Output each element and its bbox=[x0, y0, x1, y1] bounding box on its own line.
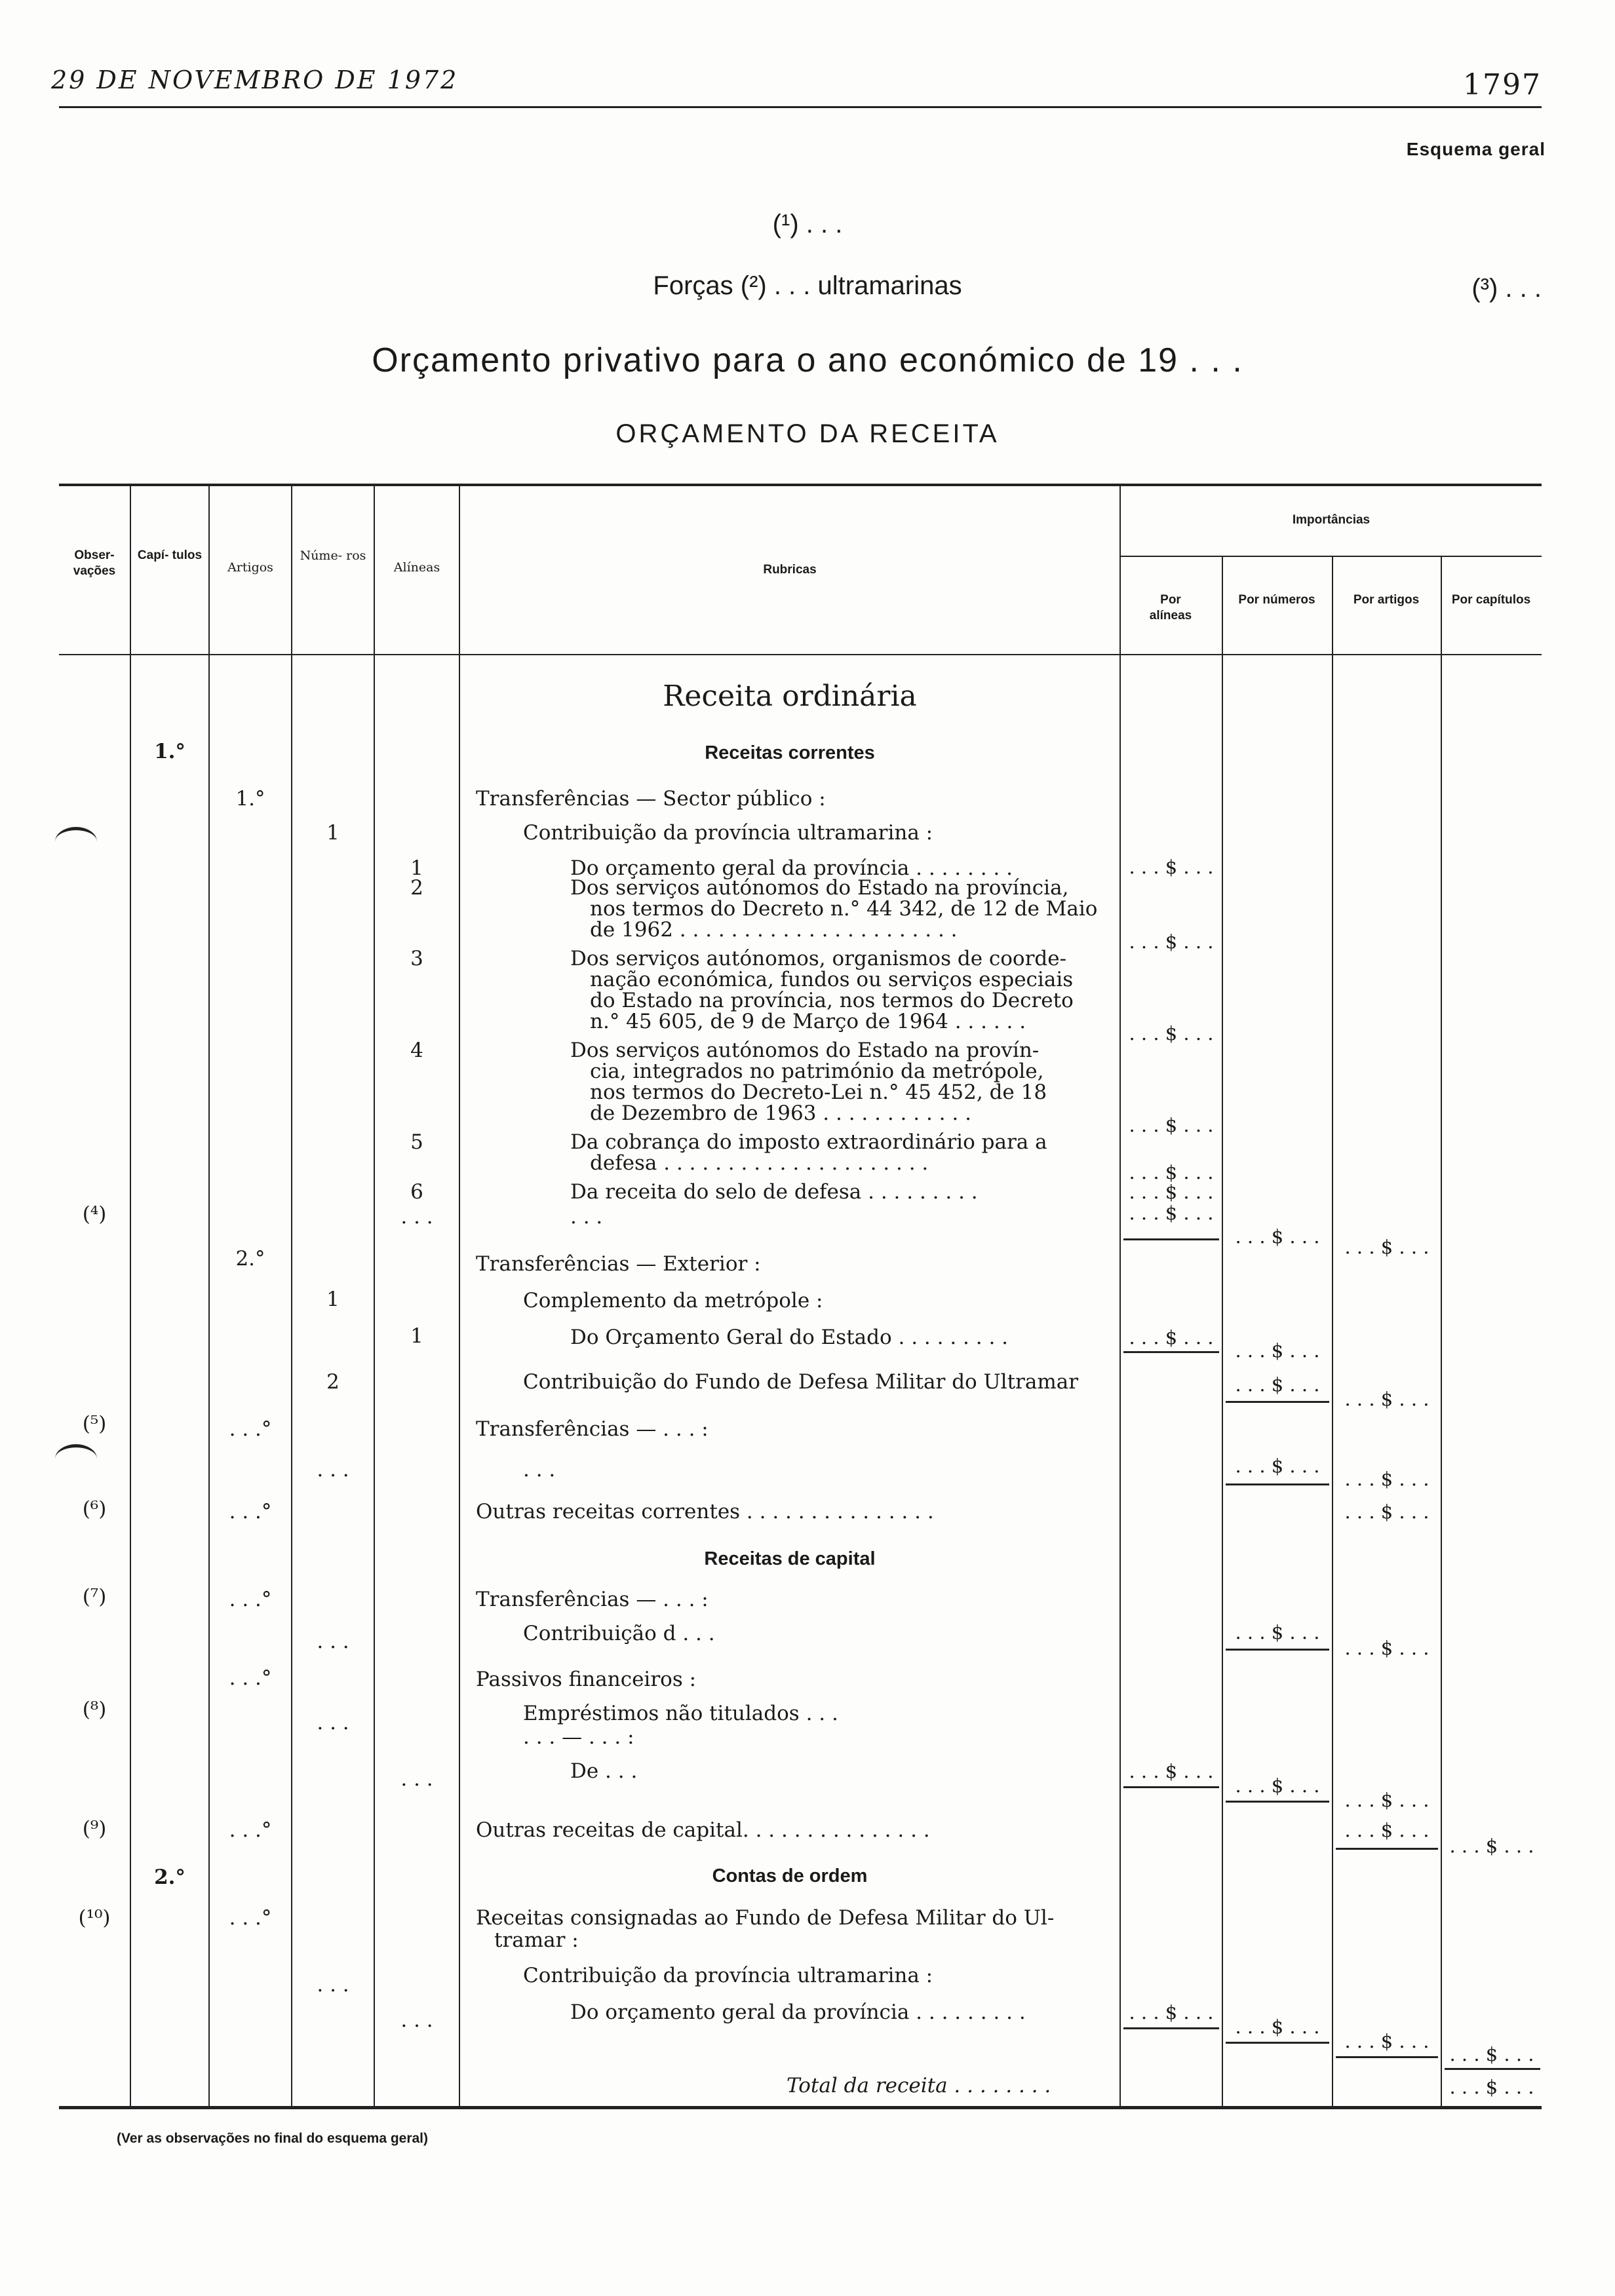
numero-dots-4: . . . bbox=[317, 1973, 349, 1997]
rubrica-servicos-org-l4: n.° 45 605, de 9 de Março de 1964 . . . . . . bbox=[590, 1010, 1026, 1033]
amount-placeholder: . . . $ . . . bbox=[1129, 1181, 1214, 1203]
amount-placeholder: . . . $ . . . bbox=[1129, 1760, 1214, 1782]
rubrica-total-receita: Total da receita . . . . . . . . bbox=[787, 2074, 1051, 2097]
forces-title: Forças (²) . . . ultramarinas bbox=[653, 271, 962, 300]
brace-mark-icon bbox=[55, 1444, 97, 1474]
amount-placeholder: . . . $ . . . bbox=[1344, 2030, 1430, 2052]
amount-placeholder: . . . $ . . . bbox=[1449, 2076, 1534, 2098]
rubrica-dots-2: . . . bbox=[523, 1458, 556, 1482]
amount-placeholder: . . . $ . . . bbox=[1129, 2001, 1214, 2023]
rubrica-integrados-l3: nos termos do Decreto-Lei n.° 45 452, de 18 bbox=[590, 1081, 1047, 1104]
numero-dots-1: . . . bbox=[317, 1458, 349, 1482]
schema-label: Esquema geral bbox=[1406, 139, 1546, 159]
subtotal-rule bbox=[1226, 1649, 1329, 1651]
observacao-10: (¹⁰) bbox=[78, 1906, 111, 1930]
rubrica-do-orcamento-estado: Do Orçamento Geral do Estado . . . . . . . . . bbox=[570, 1326, 1009, 1349]
col-header-capitulos: Capí- tulos bbox=[137, 548, 203, 562]
rubrica-contrib-provincia: Contribuição da província ultramarina : bbox=[523, 821, 933, 845]
col-divider bbox=[1119, 486, 1121, 2106]
col-header-por-capitulos: Por capítulos bbox=[1451, 593, 1531, 607]
rubrica-complemento: Complemento da metrópole : bbox=[523, 1289, 823, 1312]
artigo-dots-5: . . .° bbox=[229, 1818, 272, 1842]
rubrica-integrados-l2: cia, integrados no património da metrópole, bbox=[590, 1060, 1044, 1083]
amount-placeholder: . . . $ . . . bbox=[1129, 1161, 1214, 1183]
table-top-rule bbox=[59, 484, 1542, 486]
artigo-dots-1: . . .° bbox=[229, 1417, 272, 1441]
subtotal-rule bbox=[1226, 2042, 1329, 2044]
numero-dots-2: . . . bbox=[317, 1630, 349, 1653]
col-divider bbox=[1332, 557, 1333, 2106]
page-date: 29 DE NOVEMBRO DE 1972 bbox=[51, 66, 459, 94]
amount-placeholder: . . . $ . . . bbox=[1235, 1455, 1320, 1477]
alinea-dots-3: . . . bbox=[400, 2008, 433, 2032]
rubrica-servicos-autonomos-l1: Dos serviços autónomos do Estado na província, bbox=[570, 876, 1069, 900]
col-header-por-artigos: Por artigos bbox=[1353, 593, 1420, 607]
artigo-dots-6: . . .° bbox=[229, 1906, 272, 1930]
subtotal-rule bbox=[1123, 2027, 1219, 2029]
alinea-2: 2 bbox=[410, 876, 423, 900]
col-header-por-numeros: Por números bbox=[1238, 593, 1315, 607]
rubrica-outras-correntes: Outras receitas correntes . . . . . . . . . . . . . . . bbox=[476, 1500, 934, 1523]
rubrica-servicos-org-l1: Dos serviços autónomos, organismos de coorde- bbox=[570, 947, 1067, 970]
amount-placeholder: . . . $ . . . bbox=[1235, 1774, 1320, 1797]
alinea-4: 4 bbox=[410, 1039, 423, 1062]
note-3: (³) . . . bbox=[1471, 274, 1542, 303]
artigo-dots-2: . . .° bbox=[229, 1500, 272, 1523]
rubrica-cobranca-l1: Da cobrança do imposto extraordinário para a bbox=[570, 1130, 1047, 1154]
alinea-6: 6 bbox=[410, 1180, 423, 1204]
rubrica-fundo-defesa: Contribuição do Fundo de Defesa Militar do Ultramar bbox=[523, 1370, 1079, 1394]
rubrica-servicos-org-l3: do Estado na província, nos termos do Decreto bbox=[590, 989, 1074, 1012]
amount-placeholder: . . . $ . . . bbox=[1344, 1236, 1430, 1258]
numero-1b: 1 bbox=[326, 1288, 340, 1311]
rubrica-passivos: Passivos financeiros : bbox=[476, 1668, 697, 1691]
amount-placeholder: . . . $ . . . bbox=[1235, 1225, 1320, 1248]
amount-placeholder: . . . $ . . . bbox=[1235, 2016, 1320, 2038]
amount-placeholder: . . . $ . . . bbox=[1129, 1022, 1214, 1044]
footer-note: (Ver as observações no final do esquema geral) bbox=[117, 2131, 429, 2146]
subtotal-rule bbox=[1123, 1351, 1219, 1353]
numero-dots-3: . . . bbox=[317, 1711, 349, 1734]
rubrica-dots: . . . bbox=[570, 1205, 603, 1229]
heading-receita-ordinaria: Receita ordinária bbox=[663, 679, 917, 713]
col-header-artigos: Artigos bbox=[227, 560, 273, 575]
amount-placeholder: . . . $ . . . bbox=[1129, 1114, 1214, 1136]
rubrica-consignadas-l1: Receitas consignadas ao Fundo de Defesa Militar do Ul- bbox=[476, 1906, 1055, 1930]
rubrica-emprestimos: Empréstimos não titulados . . . bbox=[523, 1702, 838, 1725]
amount-placeholder: . . . $ . . . bbox=[1129, 1202, 1214, 1224]
observacao-8: (⁸) bbox=[82, 1698, 107, 1721]
numero-1: 1 bbox=[326, 821, 340, 845]
alinea-1: 1 bbox=[410, 856, 423, 880]
artigo-1: 1.° bbox=[235, 787, 265, 811]
col-header-importancias: Importâncias bbox=[1292, 513, 1371, 527]
amount-placeholder: . . . $ . . . bbox=[1344, 1789, 1430, 1811]
rubrica-consignadas-l2: tramar : bbox=[494, 1928, 579, 1952]
rubrica-integrados-l1: Dos serviços autónomos do Estado na provín- bbox=[570, 1039, 1040, 1062]
artigo-dots-3: . . .° bbox=[229, 1588, 272, 1611]
amount-placeholder: . . . $ . . . bbox=[1449, 2043, 1534, 2065]
col-header-rubricas: Rubricas bbox=[763, 563, 817, 577]
col-header-por-alineas: Por alíneas bbox=[1149, 593, 1192, 622]
col-header-alineas: Alíneas bbox=[393, 560, 440, 575]
subtotal-rule bbox=[1336, 2056, 1438, 2058]
col-divider bbox=[1222, 557, 1223, 2106]
header-bottom-rule bbox=[59, 654, 1542, 655]
section-title: ORÇAMENTO DA RECEITA bbox=[615, 419, 1000, 448]
alinea-dots-2: . . . bbox=[400, 1767, 433, 1791]
amount-placeholder: . . . $ . . . bbox=[1129, 1326, 1214, 1349]
col-divider bbox=[459, 486, 460, 2106]
col-divider bbox=[208, 486, 210, 2106]
col-divider bbox=[130, 486, 131, 2106]
rubrica-outras-capital: Outras receitas de capital. . . . . . . . . . . . . . . bbox=[476, 1818, 930, 1842]
rubrica-transf-exterior: Transferências — Exterior : bbox=[476, 1252, 761, 1276]
rubrica-servicos-autonomos-l2: nos termos do Decreto n.° 44 342, de 12 de Maio bbox=[590, 897, 1098, 921]
total-rule bbox=[1445, 2068, 1540, 2070]
amount-placeholder: . . . $ . . . bbox=[1344, 1501, 1430, 1523]
alinea-3: 3 bbox=[410, 947, 423, 970]
capitulo-1: 1.° bbox=[154, 740, 185, 763]
amount-placeholder: . . . $ . . . bbox=[1344, 1468, 1430, 1490]
rubrica-do-orcamento-geral: Do orçamento geral da província . . . . . . . . bbox=[570, 856, 1013, 880]
brace-mark-icon bbox=[55, 827, 97, 856]
heading-receitas-capital: Receitas de capital bbox=[704, 1548, 876, 1569]
page-number: 1797 bbox=[1463, 68, 1542, 102]
note-1: (¹) . . . bbox=[772, 210, 843, 239]
artigo-2: 2.° bbox=[235, 1247, 265, 1271]
artigo-dots-4: . . .° bbox=[229, 1666, 272, 1690]
observacao-5: (⁵) bbox=[82, 1412, 107, 1436]
heading-receitas-correntes: Receitas correntes bbox=[705, 742, 875, 763]
rubrica-integrados-l4: de Dezembro de 1963 . . . . . . . . . . . . bbox=[590, 1101, 971, 1125]
capitulo-2: 2.° bbox=[154, 1866, 185, 1889]
subtotal-rule bbox=[1336, 1848, 1438, 1850]
budget-title: Orçamento privativo para o ano económico de 19 . . . bbox=[372, 341, 1243, 379]
rubrica-do-orcamento-geral-2: Do orçamento geral da província . . . . . . . . . bbox=[570, 2000, 1026, 2024]
col-header-numeros: Núme- ros bbox=[300, 548, 366, 563]
amount-placeholder: . . . $ . . . bbox=[1129, 930, 1214, 953]
rubrica-contribuicao-d: Contribuição d . . . bbox=[523, 1622, 715, 1645]
subtotal-rule bbox=[1123, 1238, 1219, 1240]
col-header-observacoes: Obser- vações bbox=[73, 548, 116, 578]
rubrica-transferencias-dots: Transferências — . . . : bbox=[476, 1417, 709, 1441]
importancias-rule bbox=[1119, 556, 1542, 557]
amount-placeholder: . . . $ . . . bbox=[1129, 856, 1214, 878]
subtotal-rule bbox=[1226, 1801, 1329, 1803]
alinea-1b: 1 bbox=[410, 1324, 423, 1348]
observacao-9: (⁹) bbox=[82, 1817, 107, 1841]
alinea-dots: . . . bbox=[400, 1205, 433, 1229]
amount-placeholder: . . . $ . . . bbox=[1449, 1835, 1534, 1857]
col-divider bbox=[1441, 557, 1442, 2106]
amount-placeholder: . . . $ . . . bbox=[1344, 1637, 1430, 1659]
table-bottom-rule bbox=[59, 2106, 1542, 2109]
numero-2: 2 bbox=[326, 1370, 340, 1394]
subtotal-rule bbox=[1226, 1483, 1329, 1485]
rubrica-selo-defesa: Da receita do selo de defesa . . . . . . . . . bbox=[570, 1180, 978, 1204]
rubrica-contrib-provincia-2: Contribuição da província ultramarina : bbox=[523, 1964, 933, 1987]
observacao-7: (⁷) bbox=[82, 1585, 107, 1609]
rubrica-de-dots: De . . . bbox=[570, 1759, 638, 1783]
rubrica-dots-dash: . . . — . . . : bbox=[523, 1725, 634, 1749]
rubrica-cobranca-l2: defesa . . . . . . . . . . . . . . . . . . . . . bbox=[590, 1151, 929, 1175]
rubrica-servicos-org-l2: nação económica, fundos ou serviços especiais bbox=[590, 968, 1074, 991]
alinea-5: 5 bbox=[410, 1130, 423, 1154]
amount-placeholder: . . . $ . . . bbox=[1344, 1388, 1430, 1410]
amount-placeholder: . . . $ . . . bbox=[1235, 1621, 1320, 1643]
col-divider bbox=[374, 486, 375, 2106]
amount-placeholder: . . . $ . . . bbox=[1344, 1819, 1430, 1841]
subtotal-rule bbox=[1123, 1786, 1219, 1788]
header-rule bbox=[59, 106, 1542, 108]
observacao-4: (⁴) bbox=[82, 1202, 107, 1226]
amount-placeholder: . . . $ . . . bbox=[1235, 1373, 1320, 1396]
rubrica-transferencias-dots-2: Transferências — . . . : bbox=[476, 1588, 709, 1611]
rubrica-servicos-autonomos-l3: de 1962 . . . . . . . . . . . . . . . . . . . . . . bbox=[590, 918, 958, 942]
heading-contas-ordem: Contas de ordem bbox=[712, 1866, 868, 1886]
observacao-6: (⁶) bbox=[82, 1497, 107, 1521]
rubrica-transf-sector-publico: Transferências — Sector público : bbox=[476, 787, 826, 811]
amount-placeholder: . . . $ . . . bbox=[1235, 1339, 1320, 1362]
subtotal-rule bbox=[1226, 1401, 1329, 1403]
